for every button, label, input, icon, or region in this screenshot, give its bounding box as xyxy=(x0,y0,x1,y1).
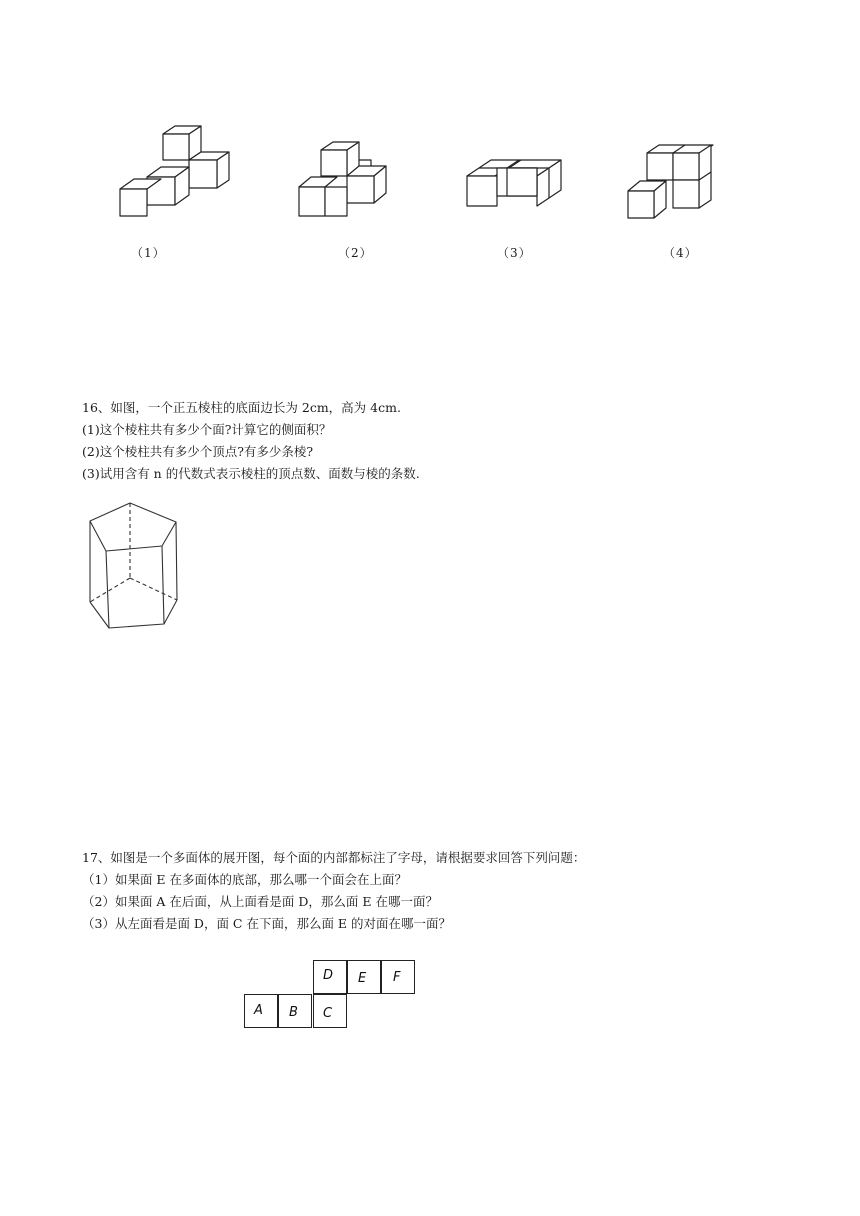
net-letter-f: F xyxy=(393,970,401,985)
net-face-c xyxy=(313,994,347,1028)
net-face-e xyxy=(347,960,381,994)
figure-label-1: （1） xyxy=(131,246,166,260)
figure-label-2: （2） xyxy=(338,246,373,260)
net-letter-b: B xyxy=(289,1005,298,1020)
q17-sub3: （3）从左面看是面 D，面 C 在下面，那么面 E 的对面在哪一面？ xyxy=(82,916,452,931)
net-face-b xyxy=(278,994,312,1028)
q17-stem: 17、如图是一个多面体的展开图，每个面的内部都标注了字母，请根据要求回答下列问题： xyxy=(82,850,586,865)
q16-stem: 16、如图，一个正五棱柱的底面边长为 2cm，高为 4cm. xyxy=(82,400,401,415)
q16-sub1: (1)这个棱柱共有多少个面?计算它的侧面积？ xyxy=(82,422,332,437)
q16-sub2: (2)这个棱柱共有多少个顶点?有多少条棱? xyxy=(82,444,314,459)
figure-label-4: （4） xyxy=(663,246,698,260)
net-face-a xyxy=(244,994,278,1028)
net-face-f xyxy=(381,960,415,994)
q17-sub2: （2）如果面 A 在后面，从上面看是面 D，那么面 E 在哪一面？ xyxy=(82,894,438,909)
net-letter-e: E xyxy=(358,971,367,986)
q16-sub3: (3)试用含有 n 的代数式表示棱柱的顶点数、面数与棱的条数. xyxy=(82,466,420,481)
net-face-d xyxy=(313,960,347,994)
net-letter-c: C xyxy=(323,1006,333,1021)
figure-label-3: （3） xyxy=(497,246,532,260)
q17-sub1: （1）如果面 E 在多面体的底部，那么哪一个面会在上面？ xyxy=(82,872,408,887)
net-letter-a: A xyxy=(254,1003,263,1018)
net-letter-d: D xyxy=(323,968,334,983)
